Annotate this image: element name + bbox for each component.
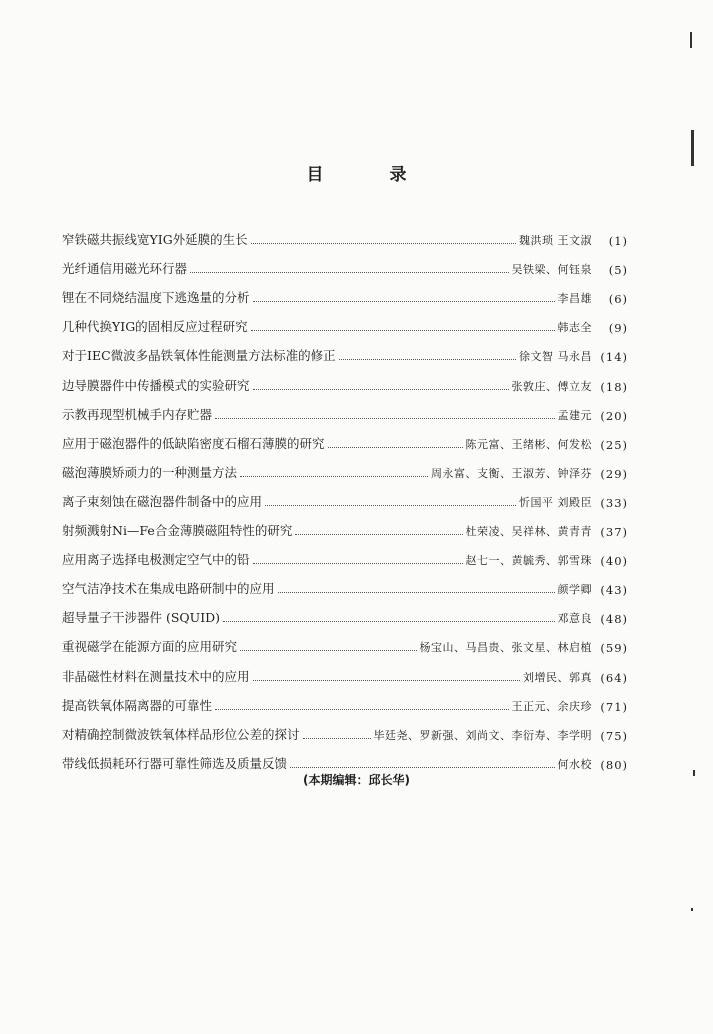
entry-title: 射频溅射Ni—Fe合金薄膜磁阻特性的研究 [62, 523, 293, 539]
scan-mark [693, 770, 695, 776]
leader-dots [278, 591, 555, 593]
entry-page: (64) [600, 670, 628, 685]
leader-dots [190, 271, 508, 273]
toc-entry [62, 539, 628, 568]
entry-authors: 刘增民、郭真 [523, 670, 592, 684]
toc-entry [62, 219, 628, 248]
leader-dots [240, 649, 416, 651]
toc-entry [62, 277, 628, 306]
entry-page: (1) [608, 234, 628, 249]
entry-title: 非晶磁性材料在测量技术中的应用 [62, 668, 250, 684]
entry-page: (33) [600, 495, 628, 510]
leader-dots [253, 679, 520, 681]
toc-entry [62, 423, 628, 452]
entry-page: (6) [608, 292, 628, 307]
leader-dots [253, 562, 463, 564]
toc-entry [62, 306, 628, 335]
entry-authors: 杨宝山、马昌贵、张文星、林启植 [419, 641, 592, 655]
toc-entry [62, 597, 628, 626]
page-title: 目 录 [306, 165, 437, 185]
entry-authors: 韩志全 [557, 321, 592, 335]
toc-entry [62, 685, 628, 714]
toc-entry [62, 626, 628, 655]
entry-authors: 杜荣凌、吴祥林、黄青青 [465, 525, 592, 539]
leader-dots [253, 300, 555, 302]
toc-entry [62, 743, 628, 772]
entry-title: 对于IEC微波多晶铁氧体性能测量方法标准的修正 [62, 348, 336, 364]
toc-entry [62, 568, 628, 597]
table-of-contents [62, 219, 628, 772]
scan-mark [690, 32, 692, 48]
entry-title: 锂在不同烧结温度下逃逸量的分析 [62, 290, 250, 306]
entry-title: 超导量子干涉器件 (SQUID) [62, 610, 221, 626]
toc-entry [62, 248, 628, 277]
entry-title: 重视磁学在能源方面的应用研究 [62, 639, 238, 655]
toc-entry [62, 452, 628, 481]
toc-entry [62, 335, 628, 364]
leader-dots [328, 446, 463, 448]
entry-page: (43) [600, 583, 628, 598]
toc-entry [62, 394, 628, 423]
entry-authors: 赵七一、黄毓秀、郭雪珠 [465, 554, 592, 568]
leader-dots [265, 504, 516, 506]
toc-entry [62, 481, 628, 510]
entry-title: 几种代换YIG的固相反应过程研究 [62, 319, 248, 335]
entry-authors: 魏洪琐 王文淑 [519, 234, 592, 248]
entry-authors: 李昌雄 [557, 292, 592, 306]
entry-authors: 孟建元 [557, 408, 592, 422]
leader-dots [303, 737, 371, 739]
toc-entry [62, 364, 628, 393]
entry-page: (59) [600, 641, 628, 656]
leader-dots [240, 475, 428, 477]
leader-dots [215, 708, 508, 710]
entry-page: (29) [600, 466, 628, 481]
entry-page: (25) [600, 437, 628, 452]
entry-authors: 颜学卿 [557, 583, 592, 597]
entry-title: 空气洁净技术在集成电路研制中的应用 [62, 581, 275, 597]
entry-authors: 陈元富、王绪彬、何发松 [465, 437, 592, 451]
entry-title: 磁泡薄膜矫顽力的一种测量方法 [62, 464, 238, 480]
entry-title: 应用于磁泡器件的低缺陷密度石榴石薄膜的研究 [62, 435, 325, 451]
entry-authors: 王正元、余庆珍 [511, 699, 592, 713]
scan-mark [691, 908, 693, 911]
leader-dots [295, 533, 462, 535]
entry-title: 提高铁氧体隔离器的可靠性 [62, 697, 213, 713]
entry-page: (80) [600, 757, 628, 772]
entry-title: 应用离子选择电极测定空气中的铅 [62, 552, 250, 568]
entry-page: (14) [600, 350, 628, 365]
entry-page: (18) [600, 379, 628, 394]
entry-title: 带线低损耗环行器可靠性筛选及质量反馈 [62, 755, 288, 771]
entry-title: 对精确控制微波铁氧体样品形位公差的探讨 [62, 726, 300, 742]
leader-dots [253, 388, 509, 390]
entry-title: 光纤通信用磁光环行器 [62, 261, 188, 277]
entry-page: (48) [600, 612, 628, 627]
toc-entry [62, 655, 628, 684]
entry-authors: 吴铁梁、何钰泉 [511, 263, 592, 277]
entry-title: 窄铁磁共振线宽YIG外延膜的生长 [62, 232, 248, 248]
entry-page: (5) [608, 263, 628, 278]
entry-title: 边导膜器件中传播模式的实验研究 [62, 377, 250, 393]
leader-dots [215, 417, 554, 419]
entry-authors: 周永富、支衡、王淑芳、钟泽芬 [431, 466, 592, 480]
scan-mark [691, 130, 694, 166]
leader-dots [290, 766, 554, 768]
toc-entry [62, 510, 628, 539]
entry-page: (20) [600, 408, 628, 423]
entry-page: (9) [608, 321, 628, 336]
editor-note: (本期编辑：邱长华) [303, 773, 410, 787]
entry-page: (71) [600, 699, 628, 714]
entry-title: 示教再现型机械手内存贮器 [62, 406, 213, 422]
entry-page: (40) [600, 554, 628, 569]
leader-dots [251, 242, 516, 244]
leader-dots [223, 620, 554, 622]
entry-authors: 邓意良 [557, 612, 592, 626]
entry-title: 离子束刻蚀在磁泡器件制备中的应用 [62, 493, 263, 509]
leader-dots [339, 358, 516, 360]
entry-authors: 徐文智 马永昌 [519, 350, 592, 364]
entry-authors: 张敦庄、傅立友 [511, 379, 592, 393]
leader-dots [251, 329, 555, 331]
entry-authors: 忻国平 刘殿臣 [519, 495, 592, 509]
entry-authors: 毕廷尧、罗新强、刘尚文、李衍寿、李学明 [373, 728, 592, 742]
entry-authors: 何水校 [557, 757, 592, 771]
entry-page: (37) [600, 525, 628, 540]
entry-page: (75) [600, 728, 628, 743]
toc-entry [62, 714, 628, 743]
